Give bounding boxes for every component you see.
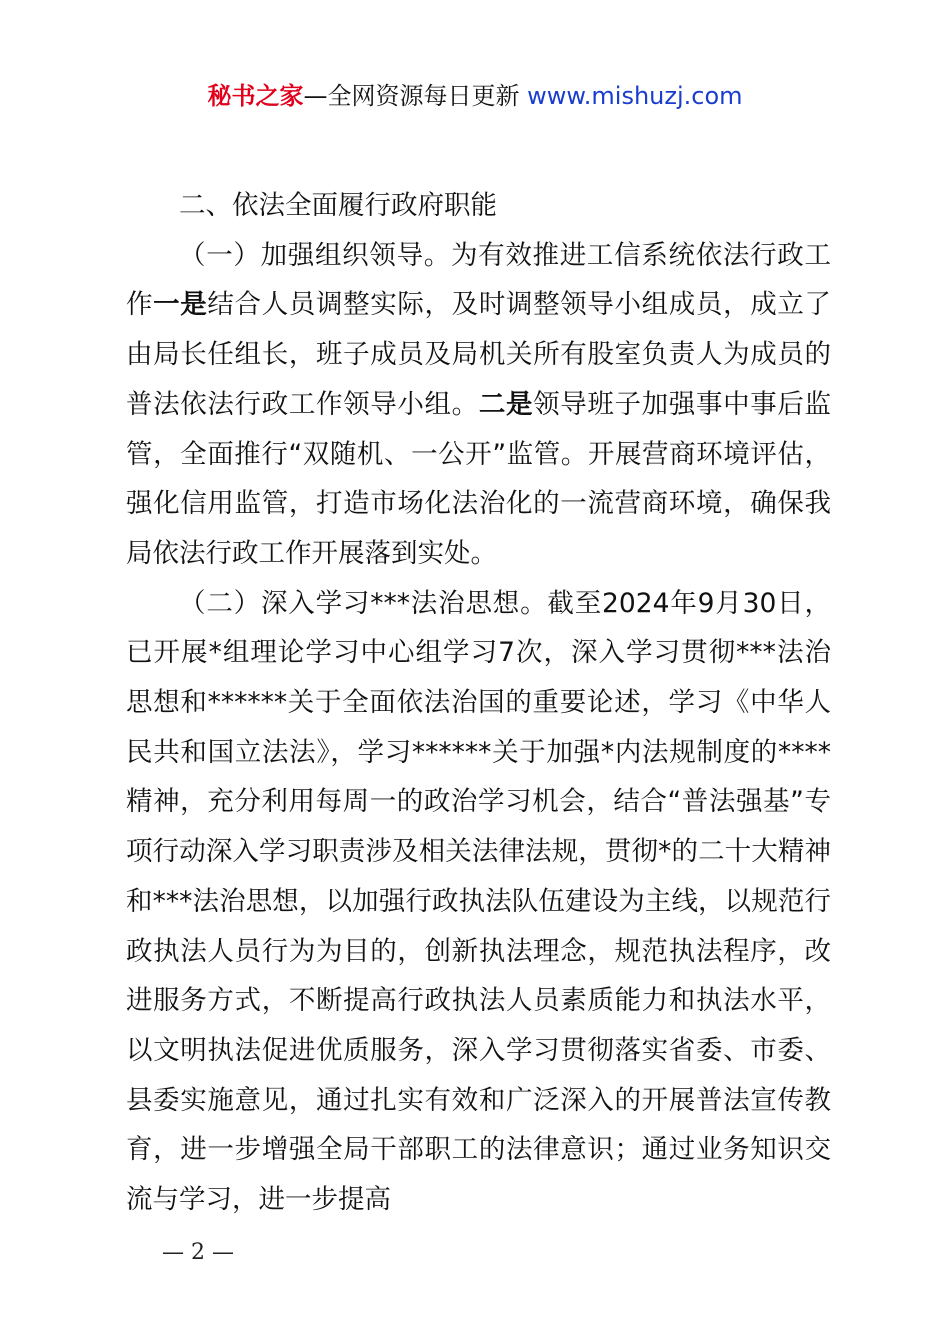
watermark-header xyxy=(0,80,950,112)
paragraph-text: 领导班子加强事中事后监管，全面推行“双随机、一公开”监管。开展营商环境评估，强化信用监管，打造市场化法治化的一流营商环境，确保我局依法行政工作开展落到实处。 xyxy=(126,388,832,569)
paragraph-legal-study: （二）深入学习***法治思想。截至2024年9月30日，已开展*组理论学习中心组学习7次，深入学习贯彻***法治思想和******关于全面依法治国的重要论述，学习《中华人民共和国立法法》，学习******关于加强*内法规制度的****精神，充分利用每周一的政治学习机会，结合“普法强基”专项行动深入学习职责涉及相关法律法规，贯彻*的二十大精神和***法治思想，以加强行政执法队伍建设为主线，以规范行政执法人员行为为目的，创新执法理念，规范执法程序，改进服务方式，不断提高行政执法人员素质能力和执法水平，以文明执法促进优质服务，深入学习贯彻落实省委、市委、县委实施意见，通过扎实有效和广泛深入的开展普法宣传教育，进一步增强全局干部职工的法律意识；通过业务知识交流与学习，进一步提高 xyxy=(126,587,831,1216)
header-slogan: —全网资源每日更新 xyxy=(303,82,528,110)
paragraph-text: （一）加强组织领导。为有效推进工信系统依法行政工作 xyxy=(126,239,831,321)
page-number: — 2 — xyxy=(162,1240,234,1265)
header-url-link[interactable]: www.mishuzj.com xyxy=(527,82,743,110)
document-body xyxy=(126,181,831,1225)
bold-marker-first: 一是 xyxy=(153,289,208,321)
bold-marker-second: 二是 xyxy=(478,388,534,420)
brand-name: 秘书之家 xyxy=(207,82,304,110)
section-heading: 二、依法全面履行政府职能 xyxy=(179,190,497,221)
paragraph-text: 结合人员调整实际，及时调整领导小组成员，成立了由局长任组长，班子成员及局机关所有股室负责人为成员的普法依法行政工作领导小组。 xyxy=(126,289,832,420)
paragraph-organization-leadership xyxy=(126,231,831,579)
